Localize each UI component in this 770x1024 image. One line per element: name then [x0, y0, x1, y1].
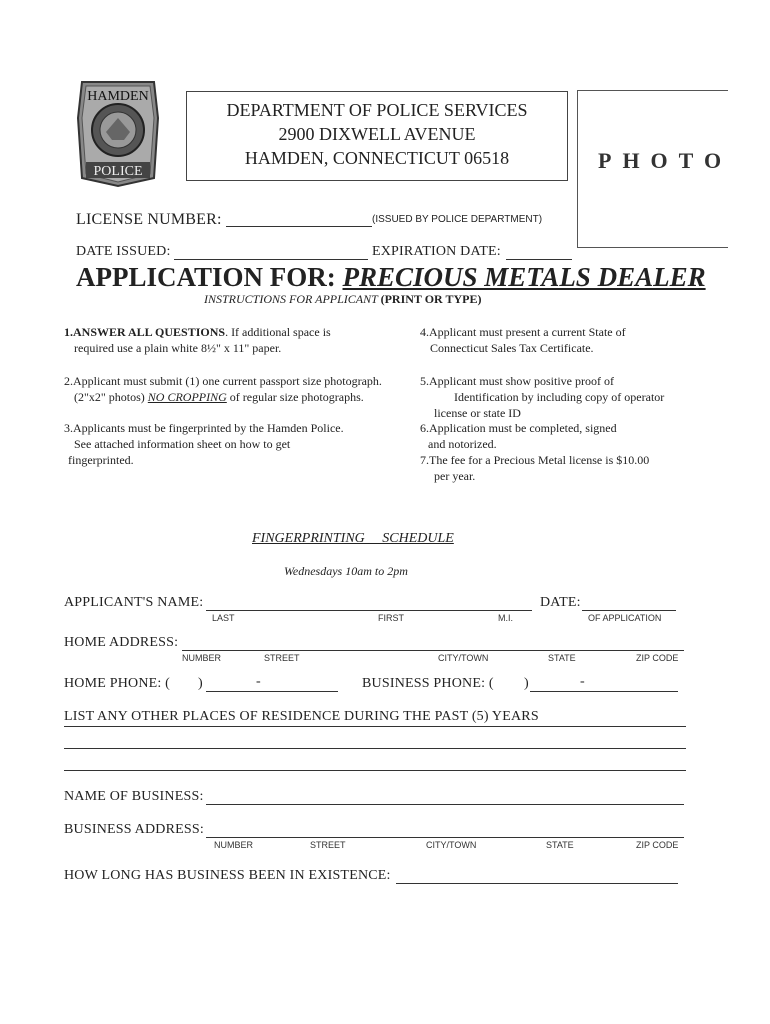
home-phone-dash: - [256, 674, 261, 689]
business-address-sub-street: STREET [310, 840, 346, 850]
title-prefix: APPLICATION FOR: [76, 262, 336, 292]
instruction-7-text: 7.The fee for a Precious Metal license is $10.00 [420, 453, 650, 467]
instruction-3-text: 3.Applicants must be fingerprinted by the Hamden Police. [64, 421, 344, 435]
applicant-name-field[interactable] [206, 610, 532, 611]
date-label: DATE: [540, 595, 581, 610]
instruction-2-line2-post: of regular size photographs. [226, 390, 364, 404]
home-address-sub-state: STATE [548, 653, 576, 663]
business-existence-label: HOW LONG HAS BUSINESS BEEN IN EXISTENCE: [64, 868, 391, 883]
business-address-sub-zip: ZIP CODE [636, 840, 679, 850]
business-name-field[interactable] [206, 804, 684, 805]
name-sub-first: FIRST [378, 613, 404, 623]
home-address-sub-street: STREET [264, 653, 300, 663]
business-name-label: NAME OF BUSINESS: [64, 789, 204, 804]
instruction-6 [420, 420, 617, 452]
instruction-4-text: 4.Applicant must present a current State of [420, 325, 626, 339]
home-address-sub-zip: ZIP CODE [636, 653, 679, 663]
business-address-field[interactable] [206, 837, 684, 838]
business-existence-field[interactable] [396, 883, 678, 884]
business-phone-field[interactable] [530, 691, 678, 692]
instruction-6-text: 6.Application must be completed, signed [420, 421, 617, 435]
home-address-label: HOME ADDRESS: [64, 635, 179, 650]
photo-label: PHOTO [598, 148, 733, 173]
name-sub-last: LAST [212, 613, 235, 623]
business-phone-label: BUSINESS PHONE: ( [362, 676, 494, 691]
badge-top-text: HAMDEN [87, 89, 149, 104]
instruction-1-text: . If additional space is [225, 325, 331, 339]
business-address-sub-state: STATE [546, 840, 574, 850]
business-phone-paren: ) [524, 676, 529, 691]
name-sub-mi: M.I. [498, 613, 513, 623]
fingerprinting-title: FINGERPRINTING SCHEDULE [252, 531, 454, 546]
instruction-7-line2: per year. [434, 469, 476, 483]
department-name: DEPARTMENT OF POLICE SERVICES [226, 100, 528, 120]
business-address-sub-number: NUMBER [214, 840, 254, 850]
instruction-3-line2: See attached information sheet on how to get [74, 437, 291, 451]
date-issued-label: DATE ISSUED: [76, 244, 171, 259]
instruction-4-line2: Connecticut Sales Tax Certificate. [430, 341, 594, 355]
expiration-date-label: EXPIRATION DATE: [372, 244, 501, 259]
instruction-2-no-cropping: NO CROPPING [147, 390, 227, 404]
home-phone-label: HOME PHONE: ( [64, 676, 171, 691]
instructions-heading-text: INSTRUCTIONS FOR APPLICANT [204, 292, 378, 306]
license-number-field[interactable] [226, 226, 372, 227]
license-issued-note: (ISSUED BY POLICE DEPARTMENT) [372, 214, 543, 225]
home-address-sub-number: NUMBER [182, 653, 222, 663]
instructions-heading [204, 292, 481, 307]
instruction-5 [420, 373, 664, 421]
home-phone-paren: ) [198, 676, 203, 691]
badge-bottom-text: POLICE [93, 164, 143, 179]
residences-line-3[interactable] [64, 770, 686, 771]
applicant-name-label: APPLICANT'S NAME: [64, 595, 204, 610]
fingerprinting-time: Wednesdays 10am to 2pm [284, 564, 408, 578]
date-issued-field[interactable] [174, 259, 368, 260]
instruction-1-line2: required use a plain white 8½" x 11" paper. [74, 341, 282, 355]
business-address-sub-city: CITY/TOWN [426, 840, 477, 850]
instructions-heading-paren: (PRINT OR TYPE) [380, 292, 482, 306]
instruction-5-line2: Identification by including copy of operator [454, 390, 665, 404]
department-city: HAMDEN, CONNECTICUT 06518 [244, 148, 510, 168]
instruction-3-line3: fingerprinted. [68, 453, 134, 467]
instruction-1 [64, 324, 331, 356]
instruction-5-line3: license or state ID [434, 406, 521, 420]
business-address-label: BUSINESS ADDRESS: [64, 822, 204, 837]
department-street: 2900 DIXWELL AVENUE [278, 124, 476, 144]
home-phone-field[interactable] [206, 691, 338, 692]
instruction-2 [64, 373, 382, 405]
application-title [76, 262, 706, 293]
instruction-4 [420, 324, 626, 356]
date-sub: OF APPLICATION [588, 613, 662, 623]
instruction-3 [64, 420, 344, 468]
instruction-2-text: 2.Applicant must submit (1) one current passport size photograph. [64, 374, 382, 388]
instruction-2-line2-pre: (2"x2" photos) [74, 390, 148, 404]
expiration-date-field[interactable] [506, 259, 572, 260]
instruction-5-text: 5.Applicant must show positive proof of [420, 374, 614, 388]
home-address-sub-city: CITY/TOWN [438, 653, 489, 663]
police-badge-logo [76, 78, 160, 188]
residences-line-1[interactable] [64, 726, 686, 727]
title-subject: PRECIOUS METALS DEALER [342, 262, 706, 292]
application-date-field[interactable] [582, 610, 676, 611]
instruction-1-bold: 1.ANSWER ALL QUESTIONS [64, 325, 226, 339]
business-phone-dash: - [580, 674, 585, 689]
residences-label: LIST ANY OTHER PLACES OF RESIDENCE DURING THE PAST (5) YEARS [64, 709, 539, 724]
residences-line-2[interactable] [64, 748, 686, 749]
instruction-6-line2: and notorized. [428, 437, 497, 451]
instruction-7 [420, 452, 649, 484]
department-address-box [186, 91, 568, 181]
license-number-label: LICENSE NUMBER: [76, 211, 222, 228]
home-address-field[interactable] [182, 650, 684, 651]
